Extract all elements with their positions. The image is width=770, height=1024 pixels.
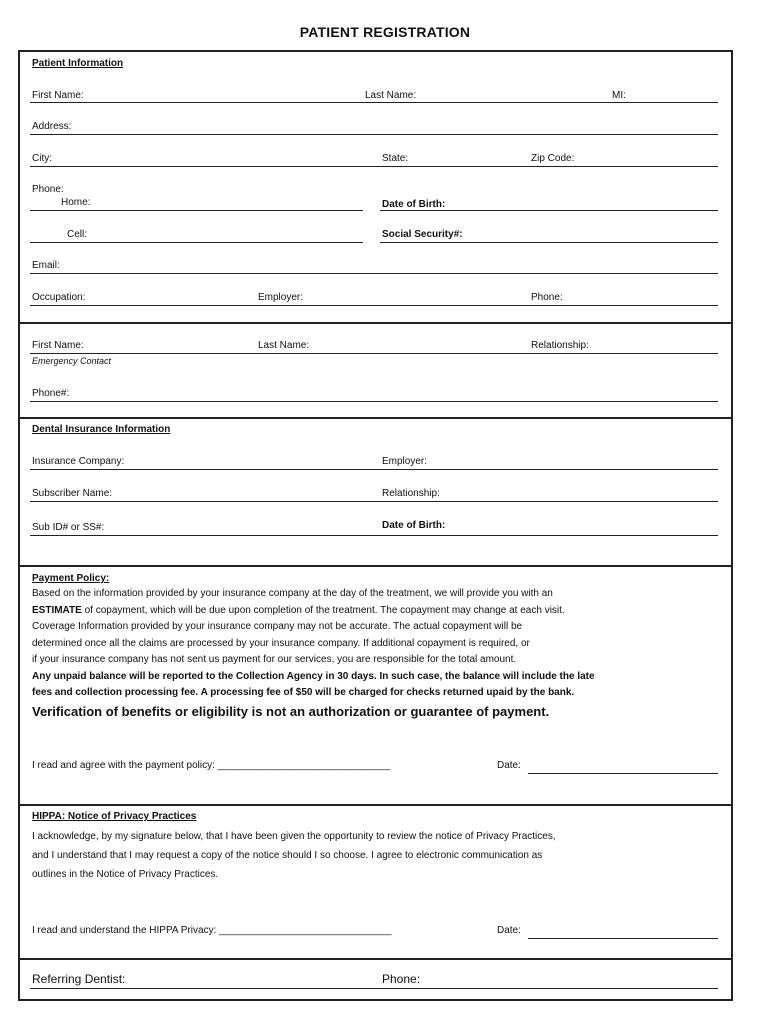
section-divider (18, 565, 733, 567)
subscriber-field[interactable] (30, 501, 718, 502)
email-field[interactable] (30, 273, 718, 274)
home-phone-label: Home: (61, 197, 91, 208)
zip-label: Zip Code: (531, 153, 575, 164)
city-state-zip-field[interactable] (30, 166, 718, 167)
phone-label: Phone: (32, 184, 64, 195)
work-phone-label: Phone: (531, 292, 563, 303)
referring-phone-label: Phone: (382, 972, 421, 986)
ec-first-name-label: First Name: (32, 340, 84, 351)
state-label: State: (382, 153, 409, 164)
home-phone-field[interactable] (30, 210, 363, 211)
policy-line: if your insurance company has not sent us payment for our services, you are responsible for the total amount. (32, 654, 517, 665)
ec-phone-field[interactable] (30, 401, 718, 402)
occupation-field[interactable] (30, 305, 718, 306)
policy-line: ESTIMATE of copayment, which will be due upon completion of the treatment. The copayment may change at each visit. (32, 604, 565, 616)
sub-id-field[interactable] (30, 535, 718, 536)
mi-label: MI: (612, 90, 626, 101)
ec-phone-label: Phone#: (32, 388, 70, 399)
payment-date-label: Date: (497, 760, 521, 771)
city-label: City: (32, 153, 52, 164)
address-field[interactable] (30, 134, 718, 135)
hippa-date-field[interactable] (528, 938, 718, 939)
hippa-date-label: Date: (497, 925, 521, 936)
policy-line: Coverage Information provided by your insurance company may not be accurate. The actual copayment will be (32, 621, 523, 632)
insurance-heading: Dental Insurance Information (32, 424, 171, 435)
payment-date-field[interactable] (528, 773, 718, 774)
hippa-line: and I understand that I may request a copy of the notice should I so choose. I agree to electronic communication as (32, 850, 543, 861)
cell-phone-label: Cell: (67, 229, 88, 240)
hippa-text (32, 827, 712, 884)
referring-field[interactable] (30, 988, 718, 989)
emergency-contact-caption: Emergency Contact (32, 356, 112, 366)
occupation-label: Occupation: (32, 292, 86, 303)
insurance-company-label: Insurance Company: (32, 456, 125, 467)
subscriber-name-label: Subscriber Name: (32, 488, 113, 499)
section-divider (18, 958, 733, 960)
sub-id-label: Sub ID# or SS#: (32, 522, 105, 533)
ins-dob-label: Date of Birth: (382, 520, 446, 531)
ins-employer-label: Employer: (382, 456, 428, 467)
hippa-line: I acknowledge, by my signature below, that I have been given the opportunity to review the notice of Privacy Practices, (32, 831, 556, 842)
ec-last-name-label: Last Name: (258, 340, 310, 351)
policy-line: determined once all the claims are processed by your insurance company. If additional copayment is required, or (32, 637, 530, 649)
ins-relationship-label: Relationship: (382, 488, 440, 499)
page-title: PATIENT REGISTRATION (299, 24, 471, 40)
payment-policy-text (32, 586, 712, 702)
section-divider (18, 417, 733, 419)
dob-label: Date of Birth: (382, 199, 446, 210)
ssn-label: Social Security#: (382, 229, 463, 240)
policy-line: Based on the information provided by your insurance company at the day of the treatment, we will provide you with an (32, 588, 553, 599)
hippa-line: outlines in the Notice of Privacy Practices. (32, 869, 219, 880)
name-field[interactable] (30, 102, 718, 103)
referring-dentist-label: Referring Dentist: (32, 972, 126, 986)
ec-relationship-label: Relationship: (531, 340, 589, 351)
section-divider (18, 804, 733, 806)
payment-policy-heading: Payment Policy: (32, 573, 110, 584)
payment-agree-signature[interactable]: I read and agree with the payment policy: _______________________________ (32, 760, 391, 771)
policy-line: fees and collection processing fee. A processing fee of $50 will be charged for checks returned upaid by the bank. (32, 687, 575, 698)
address-label: Address: (32, 121, 72, 132)
verification-notice: Verification of benefits or eligibility is not an authorization or guarantee of payment. (32, 704, 550, 719)
insurance-company-field[interactable] (30, 469, 718, 470)
hippa-agree-signature[interactable]: I read and understand the HIPPA Privacy: _______________________________ (32, 925, 392, 936)
ssn-field[interactable] (380, 242, 718, 243)
first-name-label: First Name: (32, 90, 84, 101)
policy-line: Any unpaid balance will be reported to the Collection Agency in 30 days. In such case, the balance will include the late (32, 670, 595, 682)
hippa-heading: HIPPA: Notice of Privacy Practices (32, 811, 197, 822)
employer-label: Employer: (258, 292, 304, 303)
cell-phone-field[interactable] (30, 242, 363, 243)
ec-name-field[interactable] (30, 353, 718, 354)
patient-info-heading: Patient Information (32, 58, 124, 69)
last-name-label: Last Name: (365, 90, 417, 101)
dob-field[interactable] (380, 210, 718, 211)
section-divider (18, 322, 733, 324)
email-label: Email: (32, 260, 60, 271)
